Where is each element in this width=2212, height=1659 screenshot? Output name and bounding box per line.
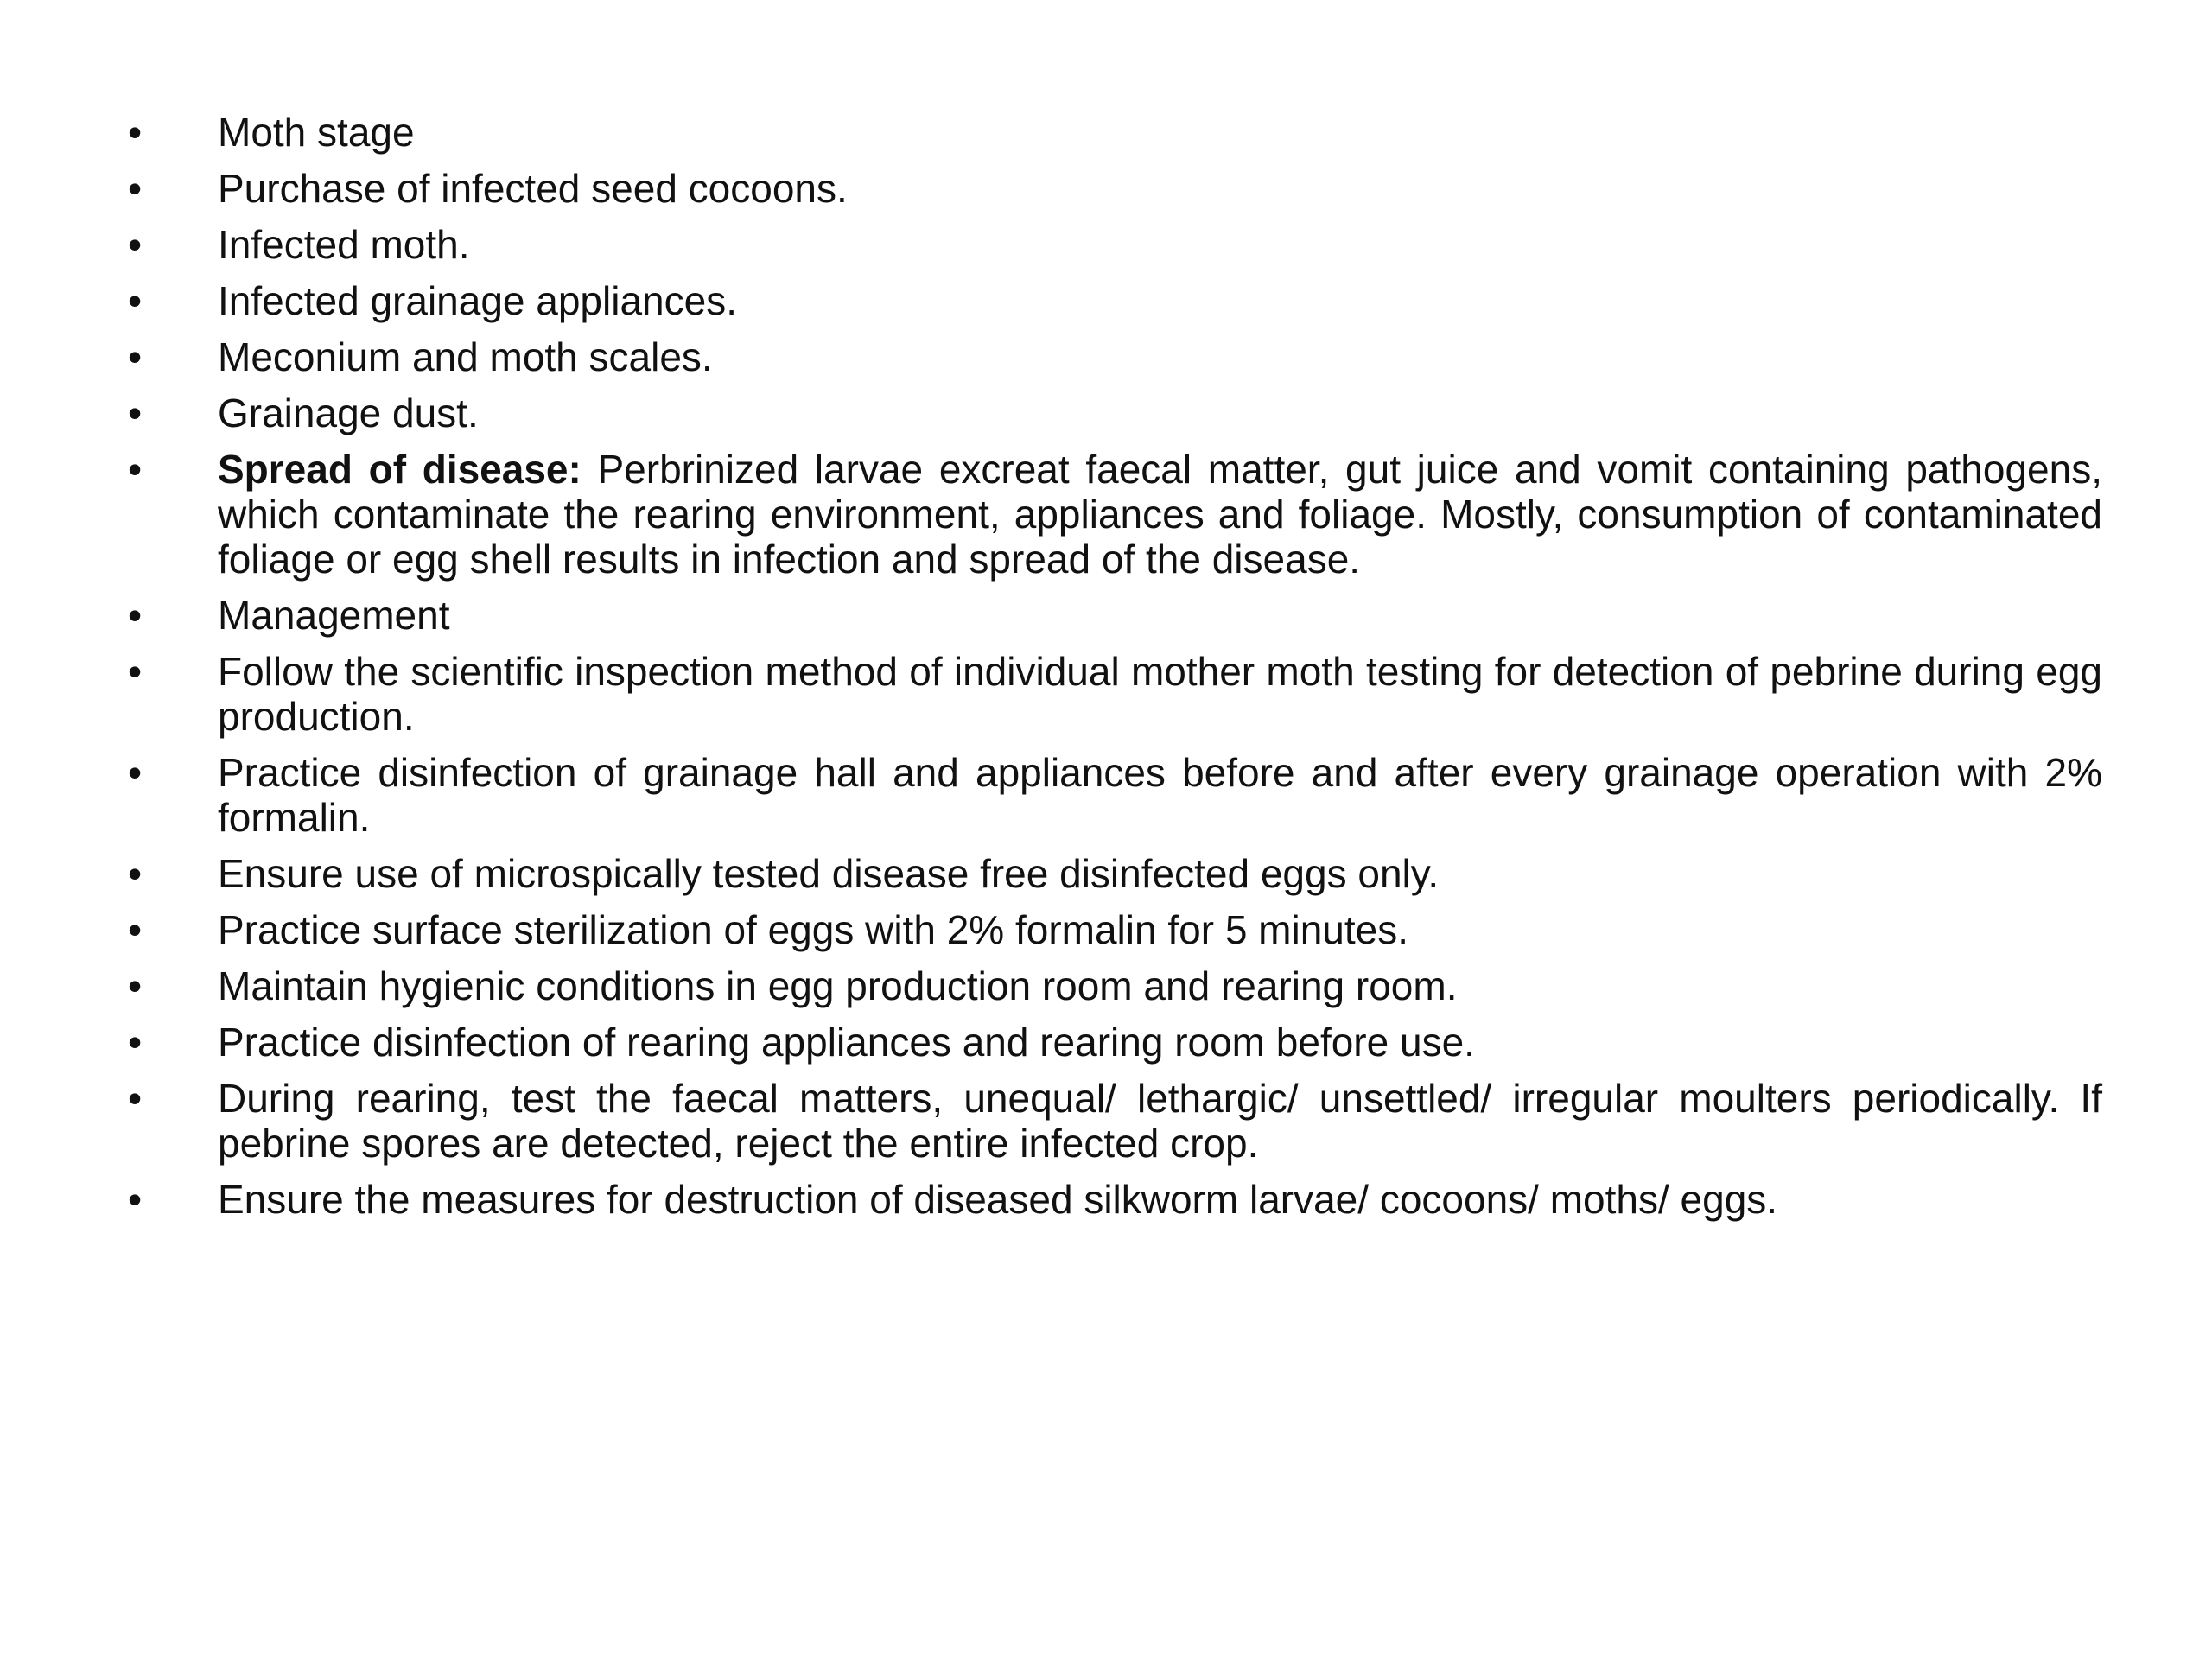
list-item-text: Grainage dust.: [218, 391, 479, 435]
list-item-text: Meconium and moth scales.: [218, 334, 713, 379]
bullet-icon: •: [128, 1177, 143, 1222]
list-item-text: Ensure the measures for destruction of diseased silkworm larvae/ cocoons/ moths/ eggs.: [218, 1177, 1778, 1222]
list-item-hygienic-conditions: [128, 963, 2102, 1008]
list-item-infected-moth: [128, 222, 2102, 267]
list-item-grainage-disinfection: [128, 750, 2102, 840]
bullet-icon: •: [128, 447, 143, 492]
list-item-management: [128, 593, 2102, 638]
list-item-destruction-measures: [128, 1177, 2102, 1222]
list-item-text: Practice disinfection of rearing appliances and rearing room before use.: [218, 1020, 1475, 1065]
list-item-test-faecal-matters: [128, 1076, 2102, 1166]
bullet-icon: •: [128, 166, 143, 211]
list-item-text: During rearing, test the faecal matters, unequal/ lethargic/ unsettled/ irregular moulters periodically. If pebrine spores are detected, reject the entire infected crop.: [218, 1076, 2102, 1166]
bullet-icon: •: [128, 649, 143, 694]
bullet-icon: •: [128, 750, 143, 795]
list-item-text: Moth stage: [218, 110, 415, 155]
list-item-spread-of-disease: [128, 447, 2102, 582]
bullet-icon: •: [128, 907, 143, 952]
list-item-tested-eggs: [128, 851, 2102, 896]
bullet-icon: •: [128, 963, 143, 1008]
bullet-icon: •: [128, 391, 143, 435]
list-item-surface-sterilization: [128, 907, 2102, 952]
list-item-infected-seed-cocoons: [128, 166, 2102, 211]
list-item-text: Infected moth.: [218, 222, 470, 267]
list-item-rearing-disinfection: [128, 1020, 2102, 1065]
list-item-grainage-dust: [128, 391, 2102, 435]
list-item-text: Management: [218, 593, 450, 638]
bullet-icon: •: [128, 1076, 143, 1121]
list-item-lead: Spread of disease:: [218, 447, 582, 492]
list-item-text: Ensure use of microspically tested disease free disinfected eggs only.: [218, 851, 1440, 896]
list-item-text: Practice disinfection of grainage hall and appliances before and after every grainage operation with 2% formalin.: [218, 750, 2102, 840]
list-item-text: Purchase of infected seed cocoons.: [218, 166, 848, 211]
list-item-text: Practice surface sterilization of eggs with 2% formalin for 5 minutes.: [218, 907, 1409, 952]
bullet-icon: •: [128, 1020, 143, 1065]
bullet-list: [128, 110, 2102, 1222]
list-item-text: Perbrinized larvae excreat faecal matter, gut juice and vomit containing pathogens, which contaminate the rearing environment, appliances and foliage. Mostly, consumption of contaminated foliage or egg shell results in infection and spread of the disease.: [218, 447, 2102, 582]
bullet-icon: •: [128, 222, 143, 267]
list-item-meconium-moth-scales: [128, 334, 2102, 379]
list-item-text: Follow the scientific inspection method of individual mother moth testing for detection of pebrine during egg production.: [218, 649, 2102, 739]
bullet-icon: •: [128, 851, 143, 896]
list-item-infected-grainage-appliances: [128, 278, 2102, 323]
bullet-icon: •: [128, 110, 143, 155]
list-item-moth-stage: [128, 110, 2102, 155]
bullet-icon: •: [128, 593, 143, 638]
list-item-text: Infected grainage appliances.: [218, 278, 737, 323]
list-item-mother-moth-testing: [128, 649, 2102, 739]
list-item-text: Maintain hygienic conditions in egg production room and rearing room.: [218, 963, 1458, 1008]
bullet-icon: •: [128, 278, 143, 323]
bullet-icon: •: [128, 334, 143, 379]
